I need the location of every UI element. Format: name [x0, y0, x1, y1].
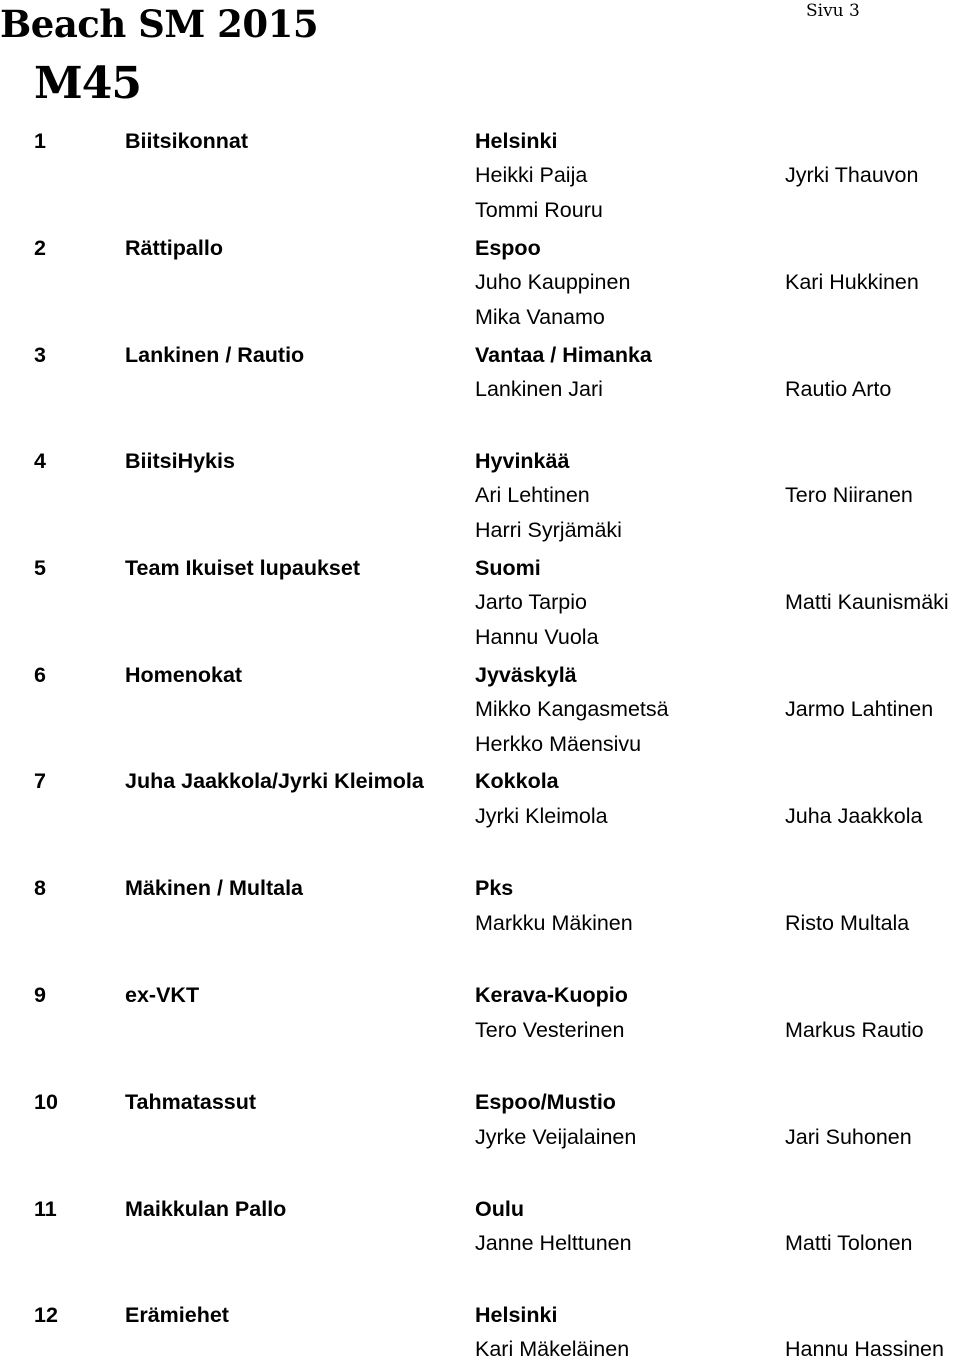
team-name: Biitsikonnat: [125, 129, 249, 153]
rank: 3: [34, 343, 46, 367]
team-name: Erämiehet: [125, 1303, 229, 1327]
team-name: Rättipallo: [125, 236, 223, 260]
player-1: Juho Kauppinen: [475, 270, 631, 294]
rank: 5: [34, 556, 46, 580]
team-city: Helsinki: [475, 129, 558, 153]
reserve-player: Hannu Vuola: [475, 625, 599, 649]
player-1: Heikki Paija: [475, 163, 588, 187]
reserve-player: Mika Vanamo: [475, 305, 605, 329]
player-1: Lankinen Jari: [475, 377, 603, 401]
player-2: Hannu Hassinen: [785, 1337, 944, 1361]
reserve-player: Herkko Mäensivu: [475, 732, 642, 756]
rank: 7: [34, 769, 46, 793]
team-city: Espoo/Mustio: [475, 1090, 616, 1114]
rank: 4: [34, 449, 46, 473]
page-number: Sivu 3: [806, 1, 860, 21]
team-city: Oulu: [475, 1197, 524, 1221]
team-name: Homenokat: [125, 663, 243, 687]
category-heading: M45: [34, 58, 141, 109]
team-city: Espoo: [475, 236, 541, 260]
player-2: Jyrki Thauvon: [785, 163, 919, 187]
player-2: Kari Hukkinen: [785, 270, 919, 294]
team-name: Tahmatassut: [125, 1090, 257, 1114]
rank: 6: [34, 663, 46, 687]
rank: 10: [34, 1090, 58, 1114]
player-1: Jarto Tarpio: [475, 590, 587, 614]
team-city: Kerava-Kuopio: [475, 983, 628, 1007]
team-name: Team Ikuiset lupaukset: [125, 556, 360, 580]
player-2: Jari Suhonen: [785, 1125, 912, 1149]
team-city: Suomi: [475, 556, 541, 580]
team-city: Jyväskylä: [475, 663, 577, 687]
player-1: Mikko Kangasmetsä: [475, 697, 669, 721]
player-1: Jyrki Kleimola: [475, 804, 608, 828]
player-2: Markus Rautio: [785, 1018, 924, 1042]
team-name: ex-VKT: [125, 983, 200, 1007]
rank: 2: [34, 236, 46, 260]
team-city: Helsinki: [475, 1303, 558, 1327]
team-city: Hyvinkää: [475, 449, 570, 473]
player-1: Ari Lehtinen: [475, 483, 590, 507]
player-1: Jyrke Veijalainen: [475, 1125, 637, 1149]
team-city: Vantaa / Himanka: [475, 343, 652, 367]
player-2: Risto Multala: [785, 911, 910, 935]
rank: 1: [34, 129, 46, 153]
team-name: Lankinen / Rautio: [125, 343, 305, 367]
reserve-player: Tommi Rouru: [475, 198, 603, 222]
player-2: Juha Jaakkola: [785, 804, 923, 828]
player-2: Matti Kaunismäki: [785, 590, 949, 614]
rank: 12: [34, 1303, 58, 1327]
team-city: Pks: [475, 876, 514, 900]
player-2: Matti Tolonen: [785, 1231, 913, 1255]
rank: 8: [34, 876, 46, 900]
player-1: Markku Mäkinen: [475, 911, 633, 935]
reserve-player: Harri Syrjämäki: [475, 518, 622, 542]
player-1: Kari Mäkeläinen: [475, 1337, 630, 1361]
team-name: Mäkinen / Multala: [125, 876, 304, 900]
team-name: Maikkulan Pallo: [125, 1197, 287, 1221]
player-2: Rautio Arto: [785, 377, 892, 401]
player-1: Janne Helttunen: [475, 1231, 632, 1255]
player-2: Jarmo Lahtinen: [785, 697, 934, 721]
player-2: Tero Niiranen: [785, 483, 913, 507]
rank: 9: [34, 983, 46, 1007]
team-name: BiitsiHykis: [125, 449, 235, 473]
rank: 11: [34, 1197, 57, 1221]
page-title: Beach SM 2015: [0, 2, 319, 46]
player-1: Tero Vesterinen: [475, 1018, 625, 1042]
team-city: Kokkola: [475, 769, 559, 793]
team-name: Juha Jaakkola/Jyrki Kleimola: [125, 769, 424, 793]
